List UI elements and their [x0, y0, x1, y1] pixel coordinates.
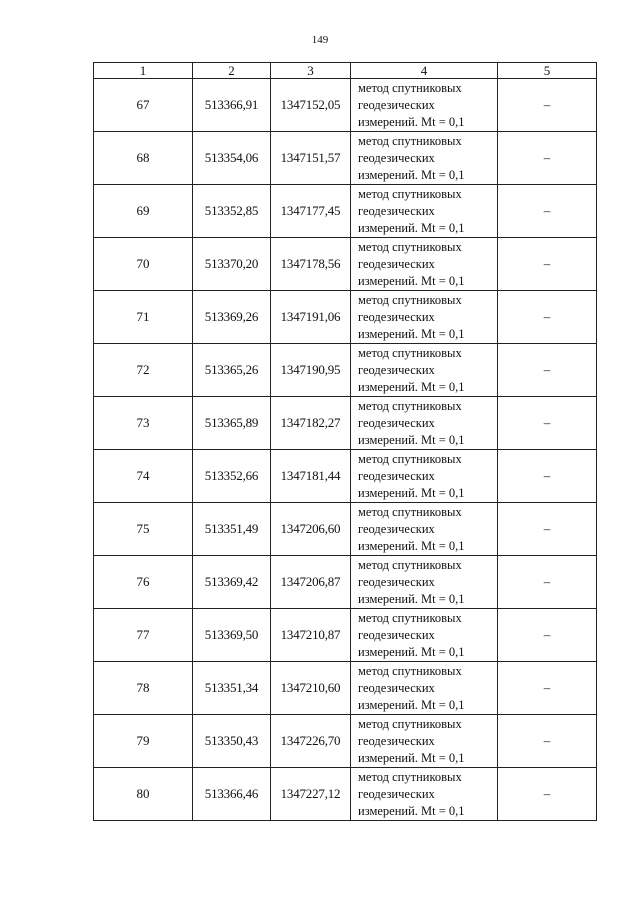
method-line: геодезических — [358, 150, 435, 165]
method-line: геодезических — [358, 415, 435, 430]
method-cell — [351, 344, 498, 397]
method-line: измерений. Mt = 0,1 — [358, 220, 465, 235]
table-row — [94, 79, 597, 132]
method-line: геодезических — [358, 786, 435, 801]
table-row — [94, 238, 597, 291]
note-cell: – — [498, 132, 597, 185]
point-number-cell: 72 — [94, 344, 193, 397]
x-coordinate-cell: 513351,34 — [193, 662, 271, 715]
method-line: метод спутниковых — [358, 398, 462, 413]
point-number-cell: 70 — [94, 238, 193, 291]
x-coordinate-cell: 513369,26 — [193, 291, 271, 344]
method-line: измерений. Mt = 0,1 — [358, 167, 465, 182]
y-coordinate-cell: 1347181,44 — [271, 450, 351, 503]
method-line: измерений. Mt = 0,1 — [358, 485, 465, 500]
x-coordinate-cell: 513369,50 — [193, 609, 271, 662]
y-coordinate-cell: 1347206,60 — [271, 503, 351, 556]
note-cell: – — [498, 609, 597, 662]
method-cell — [351, 556, 498, 609]
table-row — [94, 450, 597, 503]
note-cell: – — [498, 185, 597, 238]
header-col-1: 1 — [94, 63, 193, 79]
y-coordinate-cell: 1347152,05 — [271, 79, 351, 132]
method-cell — [351, 185, 498, 238]
point-number-cell: 68 — [94, 132, 193, 185]
method-cell — [351, 238, 498, 291]
method-line: измерений. Mt = 0,1 — [358, 644, 465, 659]
x-coordinate-cell: 513354,06 — [193, 132, 271, 185]
method-line: измерений. Mt = 0,1 — [358, 803, 465, 818]
method-line: геодезических — [358, 627, 435, 642]
note-cell: – — [498, 715, 597, 768]
method-line: метод спутниковых — [358, 769, 462, 784]
method-line: измерений. Mt = 0,1 — [358, 326, 465, 341]
method-cell — [351, 715, 498, 768]
method-line: геодезических — [358, 309, 435, 324]
method-line: геодезических — [358, 203, 435, 218]
header-col-2: 2 — [193, 63, 271, 79]
method-cell — [351, 768, 498, 821]
method-line: измерений. Mt = 0,1 — [358, 697, 465, 712]
method-line: метод спутниковых — [358, 133, 462, 148]
method-line: метод спутниковых — [358, 186, 462, 201]
point-number-cell: 67 — [94, 79, 193, 132]
note-cell: – — [498, 503, 597, 556]
table-row — [94, 715, 597, 768]
method-cell — [351, 79, 498, 132]
x-coordinate-cell: 513366,46 — [193, 768, 271, 821]
table-row — [94, 503, 597, 556]
x-coordinate-cell: 513351,49 — [193, 503, 271, 556]
point-number-cell: 79 — [94, 715, 193, 768]
method-line: измерений. Mt = 0,1 — [358, 750, 465, 765]
method-cell — [351, 132, 498, 185]
x-coordinate-cell: 513350,43 — [193, 715, 271, 768]
method-cell — [351, 291, 498, 344]
x-coordinate-cell: 513365,89 — [193, 397, 271, 450]
method-line: метод спутниковых — [358, 292, 462, 307]
header-col-3: 3 — [271, 63, 351, 79]
method-line: метод спутниковых — [358, 345, 462, 360]
table-header-row — [94, 63, 597, 79]
x-coordinate-cell: 513366,91 — [193, 79, 271, 132]
table-row — [94, 291, 597, 344]
method-line: измерений. Mt = 0,1 — [358, 538, 465, 553]
method-line: геодезических — [358, 468, 435, 483]
header-col-5: 5 — [498, 63, 597, 79]
point-number-cell: 69 — [94, 185, 193, 238]
method-cell — [351, 662, 498, 715]
point-number-cell: 74 — [94, 450, 193, 503]
x-coordinate-cell: 513370,20 — [193, 238, 271, 291]
note-cell: – — [498, 450, 597, 503]
point-number-cell: 80 — [94, 768, 193, 821]
table-row — [94, 185, 597, 238]
coordinates-table — [93, 62, 597, 821]
y-coordinate-cell: 1347227,12 — [271, 768, 351, 821]
point-number-cell: 75 — [94, 503, 193, 556]
method-line: геодезических — [358, 256, 435, 271]
method-line: геодезических — [358, 362, 435, 377]
method-line: геодезических — [358, 733, 435, 748]
table-row — [94, 662, 597, 715]
point-number-cell: 76 — [94, 556, 193, 609]
note-cell: – — [498, 238, 597, 291]
table-row — [94, 556, 597, 609]
method-cell — [351, 450, 498, 503]
point-number-cell: 78 — [94, 662, 193, 715]
method-line: метод спутниковых — [358, 451, 462, 466]
method-cell — [351, 609, 498, 662]
method-line: измерений. Mt = 0,1 — [358, 591, 465, 606]
method-cell — [351, 503, 498, 556]
y-coordinate-cell: 1347210,60 — [271, 662, 351, 715]
method-line: геодезических — [358, 680, 435, 695]
table-row — [94, 344, 597, 397]
note-cell: – — [498, 397, 597, 450]
method-line: метод спутниковых — [358, 80, 462, 95]
y-coordinate-cell: 1347177,45 — [271, 185, 351, 238]
method-line: геодезических — [358, 521, 435, 536]
y-coordinate-cell: 1347226,70 — [271, 715, 351, 768]
method-line: измерений. Mt = 0,1 — [358, 114, 465, 129]
method-line: геодезических — [358, 574, 435, 589]
method-line: метод спутниковых — [358, 716, 462, 731]
method-line: геодезических — [358, 97, 435, 112]
method-line: измерений. Mt = 0,1 — [358, 379, 465, 394]
table-row — [94, 768, 597, 821]
point-number-cell: 73 — [94, 397, 193, 450]
y-coordinate-cell: 1347190,95 — [271, 344, 351, 397]
page-number: 149 — [311, 34, 329, 46]
method-cell — [351, 397, 498, 450]
table-body — [94, 79, 597, 821]
x-coordinate-cell: 513365,26 — [193, 344, 271, 397]
note-cell: – — [498, 291, 597, 344]
note-cell: – — [498, 344, 597, 397]
point-number-cell: 71 — [94, 291, 193, 344]
x-coordinate-cell: 513369,42 — [193, 556, 271, 609]
method-line: метод спутниковых — [358, 557, 462, 572]
y-coordinate-cell: 1347182,27 — [271, 397, 351, 450]
note-cell: – — [498, 768, 597, 821]
y-coordinate-cell: 1347178,56 — [271, 238, 351, 291]
table-row — [94, 397, 597, 450]
method-line: метод спутниковых — [358, 504, 462, 519]
x-coordinate-cell: 513352,66 — [193, 450, 271, 503]
header-col-4: 4 — [351, 63, 498, 79]
y-coordinate-cell: 1347206,87 — [271, 556, 351, 609]
method-line: метод спутниковых — [358, 239, 462, 254]
method-line: метод спутниковых — [358, 610, 462, 625]
note-cell: – — [498, 556, 597, 609]
table-row — [94, 609, 597, 662]
method-line: метод спутниковых — [358, 663, 462, 678]
method-line: измерений. Mt = 0,1 — [358, 432, 465, 447]
table-row — [94, 132, 597, 185]
x-coordinate-cell: 513352,85 — [193, 185, 271, 238]
y-coordinate-cell: 1347151,57 — [271, 132, 351, 185]
note-cell: – — [498, 79, 597, 132]
y-coordinate-cell: 1347191,06 — [271, 291, 351, 344]
method-line: измерений. Mt = 0,1 — [358, 273, 465, 288]
note-cell: – — [498, 662, 597, 715]
point-number-cell: 77 — [94, 609, 193, 662]
y-coordinate-cell: 1347210,87 — [271, 609, 351, 662]
